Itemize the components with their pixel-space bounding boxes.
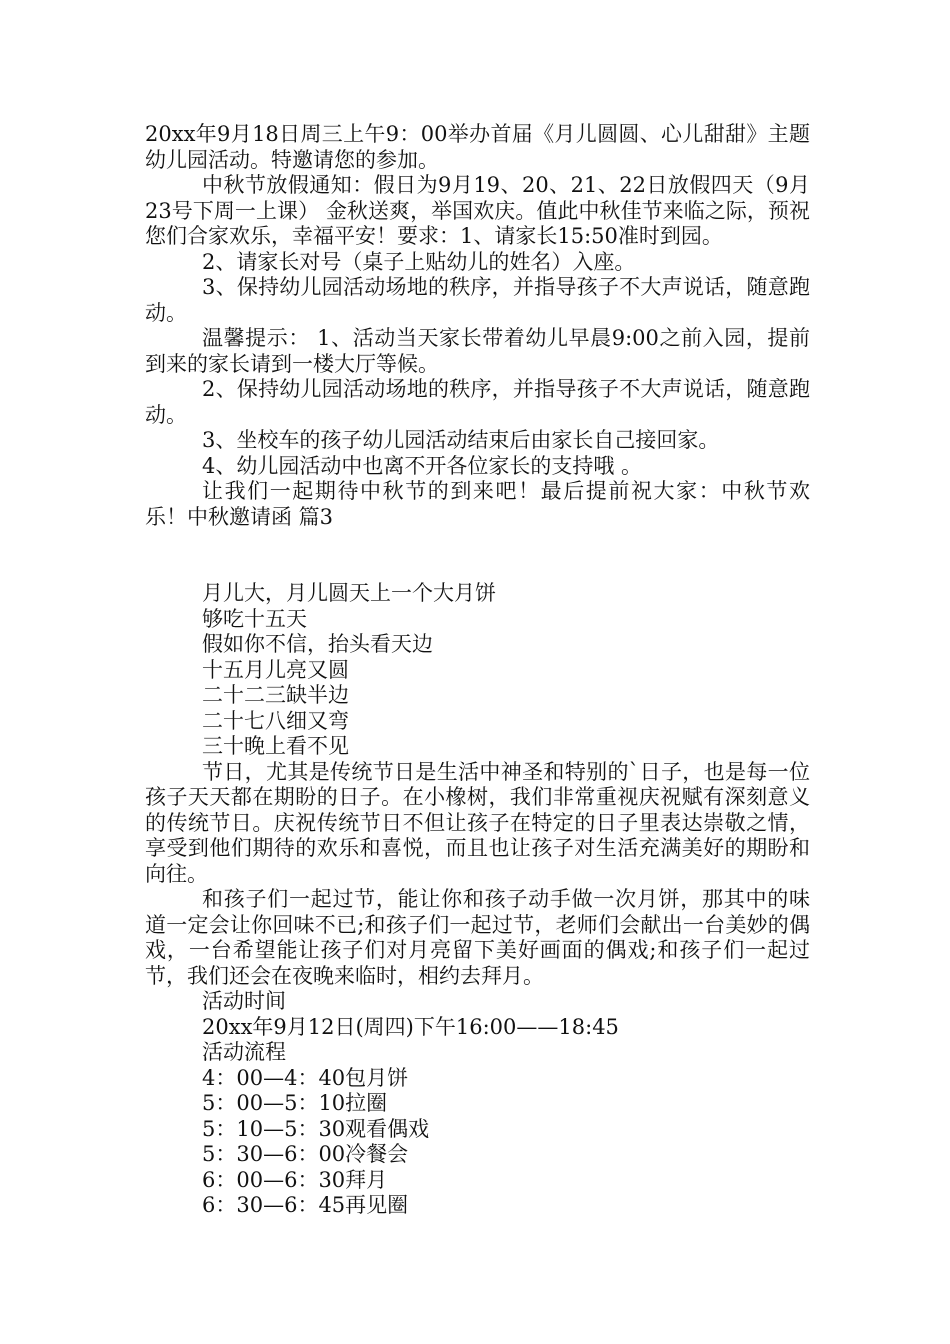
festival-paragraph: 节日，尤其是传统节日是生活中神圣和特别的`日子，也是每一位孩子天天都在期盼的日子。在小橡树，我们非常重视庆祝赋有深刻意义的传统节日。庆祝传统节日不但让孩子在特定的日子里表达崇敬之情，享受到他们期待的欢乐和喜悦，而且也让孩子对生活充满美好的期盼和向往。	[145, 759, 810, 886]
flow-item: 5：30—6：00冷餐会	[202, 1142, 409, 1166]
closing-paragraph: 让我们一起期待中秋节的到来吧！最后提前祝大家：中秋节欢乐！中秋邀请函 篇3	[145, 479, 810, 529]
celebration-paragraph: 和孩子们一起过节，能让你和孩子动手做一次月饼，那其中的味道一定会让你回味不已;和孩子们一起过节，老师们会献出一台美妙的偶戏，一台希望能让孩子们对月亮留下美好画面的偶戏;和孩子们一起过节，我们还会在夜晚来临时，相约去拜月。	[145, 887, 810, 988]
poem-line: 月儿大，月儿圆天上一个大月饼	[202, 581, 496, 605]
activity-time-value: 20xx年9月12日(周四)下午16:00——18:45	[202, 1014, 619, 1039]
tips-item: 4、幼儿园活动中也离不开各位家长的支持哦 。	[202, 453, 643, 478]
poem-line: 够吃十五天	[202, 606, 307, 631]
activity-time-label: 活动时间	[202, 989, 286, 1013]
poem-line: 二十二三缺半边	[202, 683, 349, 707]
poem-line: 十五月儿亮又圆	[202, 657, 349, 682]
tips-item: 2、保持幼儿园活动场地的秩序，并指导孩子不大声说话，随意跑动。	[145, 377, 810, 427]
document-page	[145, 122, 810, 1219]
poem-line: 三十晚上看不见	[202, 734, 349, 758]
flow-item: 6：30—6：45再见圈	[202, 1193, 409, 1217]
flow-item: 5：10—5：30观看偶戏	[202, 1116, 430, 1141]
requirement-item: 2、请家长对号（桌子上贴幼儿的姓名）入座。	[202, 249, 636, 274]
poem-block	[145, 581, 810, 760]
event-announcement-paragraph: 20xx年9月18日周三上午9：00举办首届《月儿圆圆、心儿甜甜》主题幼儿园活动。特邀请您的参加。	[145, 122, 810, 172]
flow-item: 5：00—5：10拉圈	[202, 1091, 388, 1115]
tips-item: 3、坐校车的孩子幼儿园活动结束后由家长自己接回家。	[202, 428, 720, 452]
activity-flow-label: 活动流程	[202, 1040, 286, 1064]
tips-paragraph: 温馨提示： 1、活动当天家长带着幼儿早晨9:00之前入园，提前到来的家长请到一楼大厅等候。	[145, 326, 810, 376]
holiday-notice-paragraph: 中秋节放假通知：假日为9月19、20、21、22日放假四天（9月23号下周一上课） 金秋送爽，举国欢庆。值此中秋佳节来临之际，预祝您们合家欢乐，幸福平安！要求：1、请家长15:50准时到园。	[145, 173, 810, 248]
requirement-item: 3、保持幼儿园活动场地的秩序，并指导孩子不大声说话，随意跑动。	[145, 275, 810, 325]
activity-flow-list	[145, 1066, 810, 1219]
flow-item: 4：00—4：40包月饼	[202, 1065, 409, 1090]
flow-item: 6：00—6：30拜月	[202, 1167, 388, 1192]
section-spacer	[145, 530, 810, 581]
poem-line: 二十七八细又弯	[202, 708, 349, 733]
poem-line: 假如你不信，抬头看天边	[202, 632, 433, 656]
